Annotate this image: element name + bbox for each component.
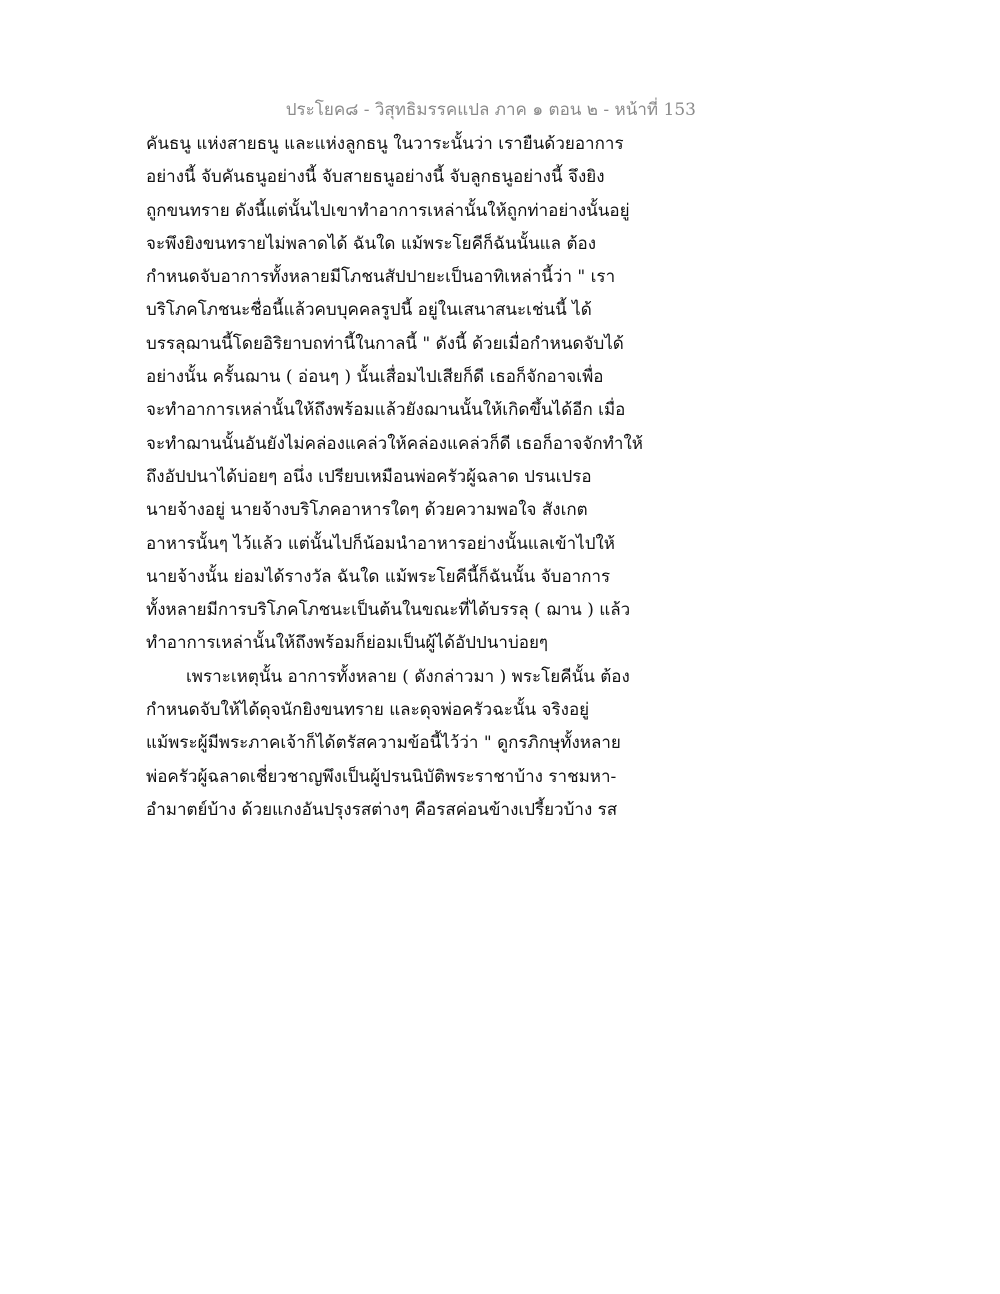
running-header: ประโยค๘ - วิสุทธิมรรคแปล ภาค ๑ ตอน ๒ - หน้าที่ 153	[285, 100, 696, 120]
text-line: แม้พระผู้มีพระภาคเจ้าก็ได้ตรัสความข้อนี้ไว้ว่า " ดูกรภิกษุทั้งหลาย	[146, 733, 621, 754]
text-line: บรรลุฌานนี้โดยอิริยาบถท่านี้ในกาลนี้ " ดังนี้ ด้วยเมื่อกำหนดจับได้	[146, 333, 624, 354]
paragraph-first-line: เพราะเหตุนั้น อาการทั้งหลาย ( ดังกล่าวมา ) พระโยคีนั้น ต้อง	[186, 666, 630, 687]
text-line: อำมาตย์บ้าง ด้วยแกงอันปรุงรสต่างๆ คือรสค่อนข้างเปรี้ยวบ้าง รส	[146, 799, 618, 820]
text-line: ถึงอัปปนาได้บ่อยๆ อนึ่ง เปรียบเหมือนพ่อครัวผู้ฉลาด ปรนเปรอ	[146, 466, 592, 487]
text-line: ถูกขนทราย ดังนี้แต่นั้นไปเขาทำอาการเหล่านั้นให้ถูกท่าอย่างนั้นอยู่	[146, 200, 630, 221]
body-text	[146, 128, 666, 827]
text-line: นายจ้างนั้น ย่อมได้รางวัล ฉันใด แม้พระโยคีนี้ก็ฉันนั้น จับอาการ	[146, 566, 611, 587]
text-line: จะทำฌานนั้นอันยังไม่คล่องแคล่วให้คล่องแคล่วก็ดี เธอก็อาจจักทำให้	[146, 433, 643, 454]
text-line: กำหนดจับให้ได้ดุจนักยิงขนทราย และดุจพ่อครัวฉะนั้น จริงอยู่	[146, 700, 590, 721]
text-line: ทำอาการเหล่านั้นให้ถึงพร้อมก็ย่อมเป็นผู้ได้อัปปนาบ่อยๆ	[146, 633, 549, 654]
text-line: พ่อครัวผู้ฉลาดเชี่ยวชาญพึงเป็นผู้ปรนนิบัติพระราชาบ้าง ราชมหา-	[146, 766, 617, 787]
text-line: จะพึงยิงขนทรายไม่พลาดได้ ฉันใด แม้พระโยคีก็ฉันนั้นแล ต้อง	[146, 233, 597, 254]
text-line: คันธนู แห่งสายธนู และแห่งลูกธนู ในวาระนั้นว่า เรายืนด้วยอาการ	[146, 134, 624, 154]
text-line: จะทำอาการเหล่านั้นให้ถึงพร้อมแล้วยังฌานนั้นให้เกิดขึ้นได้อีก เมื่อ	[146, 400, 626, 421]
text-line: ทั้งหลายมีการบริโภคโภชนะเป็นต้นในขณะที่ได้บรรลุ ( ฌาน ) แล้ว	[146, 600, 631, 621]
text-line: นายจ้างอยู่ นายจ้างบริโภคอาหารใดๆ ด้วยความพอใจ สังเกต	[146, 500, 588, 521]
text-line: อย่างนั้น ครั้นฌาน ( อ่อนๆ ) นั้นเสื่อมไปเสียก็ดี เธอก็จักอาจเพื่อ	[146, 367, 604, 388]
text-line: อาหารนั้นๆ ไว้แล้ว แต่นั้นไปก็น้อมนำอาหารอย่างนั้นแลเข้าไปให้	[146, 533, 616, 554]
text-line: กำหนดจับอาการทั้งหลายมีโภชนสัปปายะเป็นอาทิเหล่านี้ว่า " เรา	[146, 267, 616, 288]
text-line: อย่างนี้ จับคันธนูอย่างนี้ จับสายธนูอย่างนี้ จับลูกธนูอย่างนี้ จึงยิง	[146, 167, 605, 188]
text-line: บริโภคโภชนะชื่อนี้แล้วคบบุคคลรูปนี้ อยู่ในเสนาสนะเช่นนี้ ได้	[146, 300, 592, 321]
